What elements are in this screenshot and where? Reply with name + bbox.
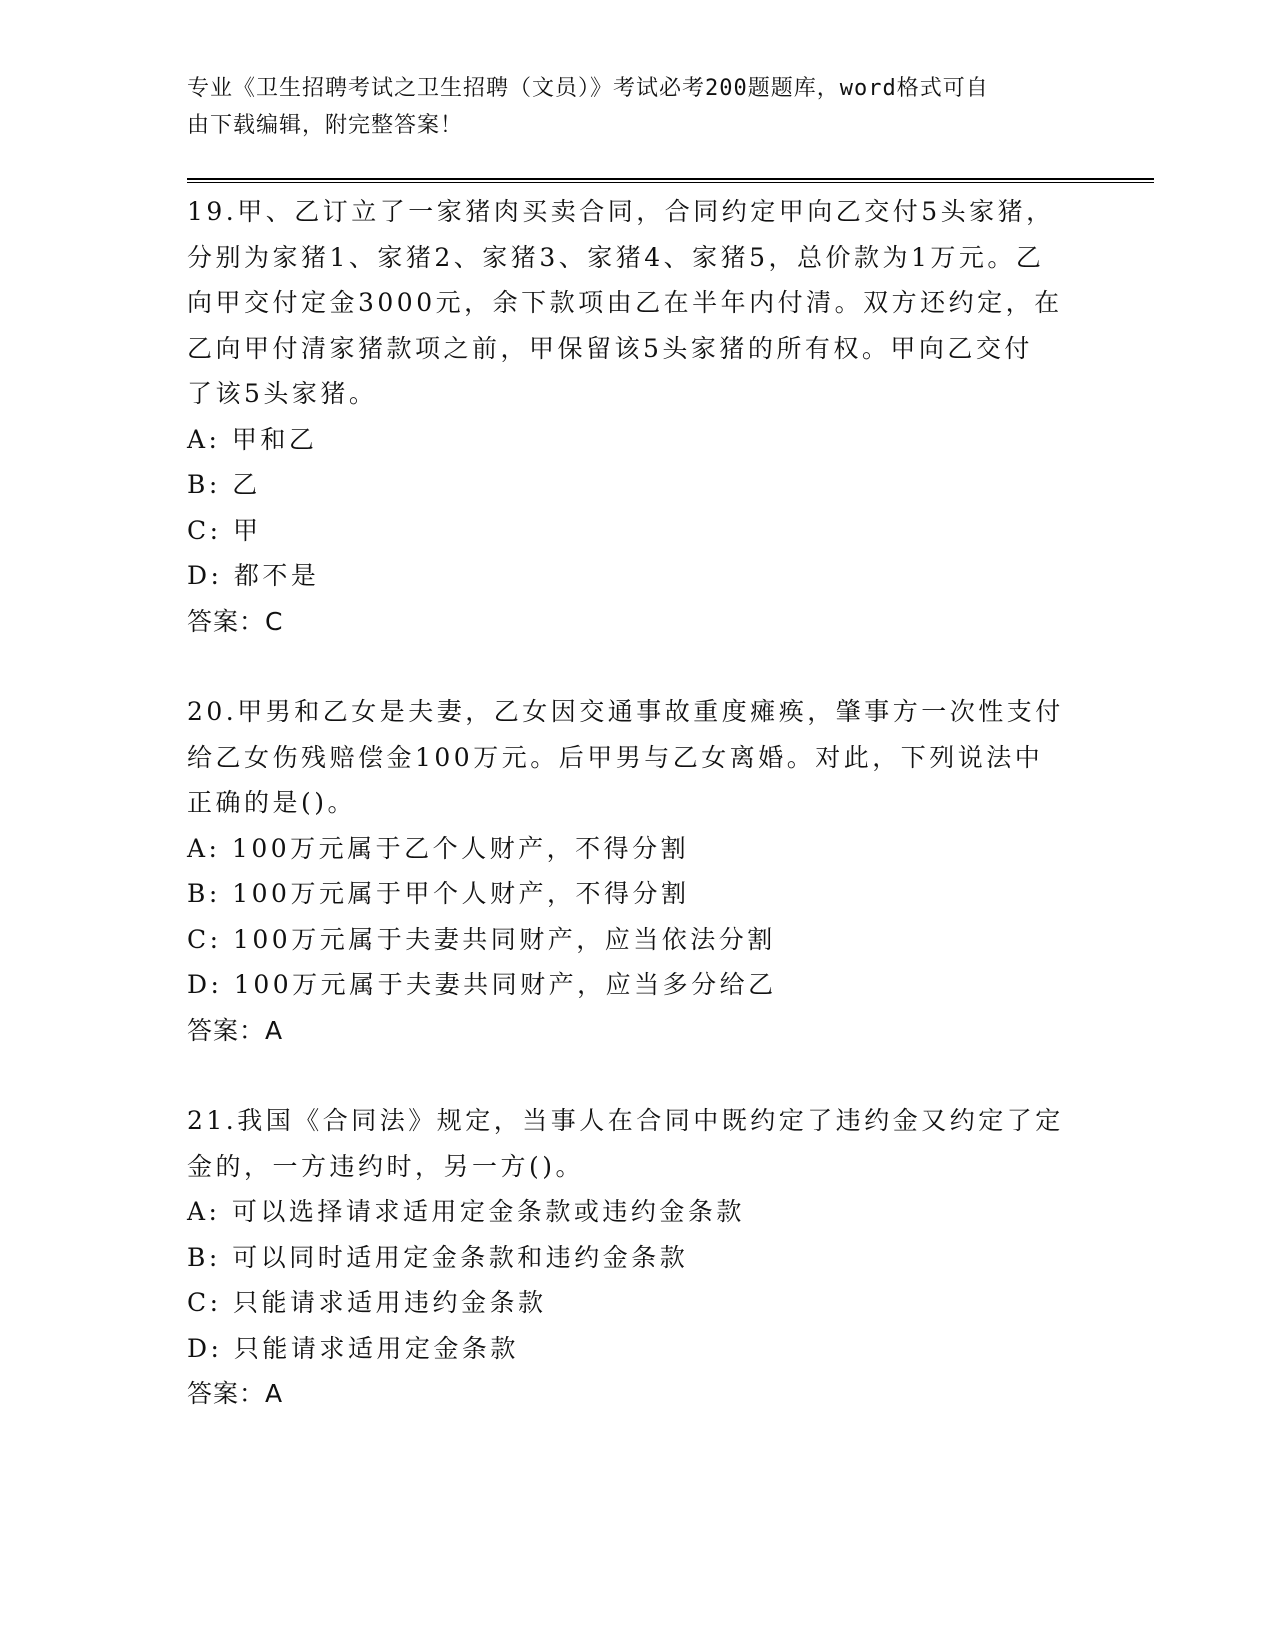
option-b: B: 乙 xyxy=(187,470,261,499)
option-a: A: 甲和乙 xyxy=(187,424,318,454)
option-d: D: 100万元属于夫妻共同财产，应当多分给乙 xyxy=(187,970,777,999)
stem-line: 19.甲、乙订立了一家猪肉买卖合同，合同约定甲向乙交付5头家猪， xyxy=(187,197,1055,226)
stem-line: 分别为家猪1、家猪2、家猪3、家猪4、家猪5，总价款为1万元。乙 xyxy=(187,242,1045,272)
option-c: C: 100万元属于夫妻共同财产，应当依法分割 xyxy=(187,924,776,954)
header-line-1: 专业《卫生招聘考试之卫生招聘（文员）》考试必考200题题库，word格式可自 xyxy=(187,76,989,101)
stem-line: 向甲交付定金3000元，余下款项由乙在半年内付清。双方还约定，在 xyxy=(187,288,1063,317)
question-list xyxy=(187,189,1087,1417)
option-c: C: 甲 xyxy=(187,515,262,545)
stem-line: 20.甲男和乙女是夫妻，乙女因交通事故重度瘫痪，肇事方一次性支付 xyxy=(187,697,1064,726)
stem-line: 给乙女伤残赔偿金100万元。后甲男与乙女离婚。对此，下列说法中 xyxy=(187,742,1044,772)
question-spacer xyxy=(187,1053,1087,1098)
option-a: A: 可以选择请求适用定金条款或违约金条款 xyxy=(187,1197,745,1226)
question-21 xyxy=(187,1098,1087,1417)
stem-line: 正确的是()。 xyxy=(187,788,357,817)
question-stem xyxy=(187,189,1087,417)
answer-line: 答案：A xyxy=(187,1379,284,1408)
question-19 xyxy=(187,189,1087,644)
option-c: C: 只能请求适用违约金条款 xyxy=(187,1288,547,1317)
option-d: D: 只能请求适用定金条款 xyxy=(187,1333,519,1363)
option-d: D: 都不是 xyxy=(187,561,320,590)
header-line-2: 由下载编辑，附完整答案！ xyxy=(187,113,464,138)
question-stem xyxy=(187,1098,1087,1189)
stem-line: 了该5头家猪。 xyxy=(187,379,378,408)
document-header xyxy=(187,70,1067,144)
answer-line: 答案：A xyxy=(187,1015,284,1045)
question-stem xyxy=(187,689,1087,826)
option-a: A: 100万元属于乙个人财产，不得分割 xyxy=(187,833,690,863)
header-divider-thin xyxy=(187,182,1154,183)
question-spacer xyxy=(187,644,1087,689)
stem-line: 乙向甲付清家猪款项之前，甲保留该5头家猪的所有权。甲向乙交付 xyxy=(187,333,1033,363)
answer-line: 答案：C xyxy=(187,606,284,636)
stem-line: 21.我国《合同法》规定，当事人在合同中既约定了违约金又约定了定 xyxy=(187,1106,1064,1135)
option-b: B: 100万元属于甲个人财产，不得分割 xyxy=(187,879,690,908)
option-b: B: 可以同时适用定金条款和违约金条款 xyxy=(187,1242,689,1272)
header-divider-thick xyxy=(187,178,1154,180)
question-20 xyxy=(187,689,1087,1053)
stem-line: 金的，一方违约时，另一方()。 xyxy=(187,1151,585,1181)
